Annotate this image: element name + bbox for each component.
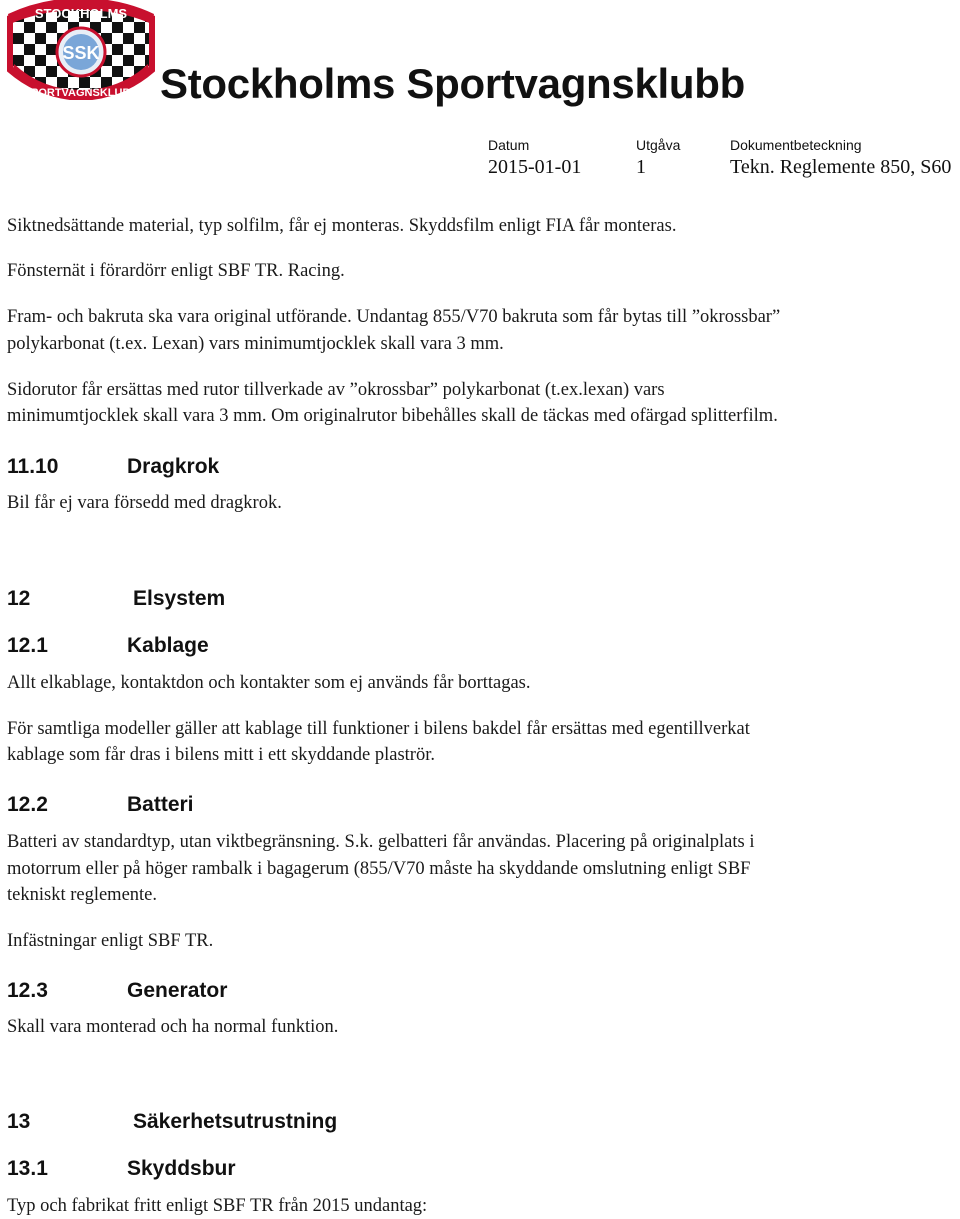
- utgava-label: Utgåva: [636, 137, 681, 153]
- logo-monogram: SSK: [62, 43, 100, 63]
- section-number: 12: [7, 587, 31, 610]
- paragraph-sidorutor-line2: minimumtjocklek skall vara 3 mm. Om originalrutor bibehålles skall de täckas med ofärgad splitterfilm.: [7, 406, 778, 426]
- section-number: 12.3: [7, 979, 48, 1002]
- datum-label: Datum: [488, 137, 530, 153]
- paragraph-elkablage: Allt elkablage, kontaktdon och kontakter som ej används får borttagas.: [7, 673, 531, 693]
- document-title: Stockholms Sportvagnsklubb: [160, 60, 745, 107]
- datum-value: 2015-01-01: [488, 156, 582, 178]
- section-title: Säkerhetsutrustning: [133, 1110, 338, 1133]
- club-logo-icon: [2, 0, 160, 100]
- section-number: 13: [7, 1110, 31, 1133]
- section-title: Batteri: [127, 793, 194, 816]
- section-title: Dragkrok: [127, 455, 220, 478]
- paragraph-fonsternat: Fönsternät i förardörr enligt SBF TR. Racing.: [7, 261, 345, 281]
- paragraph-batteri-line3: tekniskt reglemente.: [7, 885, 158, 905]
- section-number: 12.2: [7, 793, 48, 816]
- paragraph-batteri-line1: Batteri av standardtyp, utan viktbegränsning. S.k. gelbatteri får användas. Placering på originalplats i: [7, 832, 755, 852]
- section-heading-13: [7, 1110, 337, 1134]
- logo-bottom-text: SPORTVAGNSKLUBB: [23, 87, 139, 99]
- section-heading-12-1: [7, 634, 209, 658]
- section-heading-12: [7, 587, 225, 611]
- paragraph-kablage-line1: För samtliga modeller gäller att kablage till funktioner i bilens bakdel får ersättas med egentillverkat: [7, 719, 750, 739]
- section-number: 11.10: [7, 455, 59, 478]
- section-title: Elsystem: [133, 587, 226, 610]
- dokumentbeteckning-value: Tekn. Reglemente 850, S60: [730, 156, 952, 178]
- paragraph-sidorutor-line1: Sidorutor får ersättas med rutor tillverkade av ”okrossbar” polykarbonat (t.ex.lexan) vars: [7, 380, 665, 400]
- section-heading-11-10: [7, 455, 219, 479]
- paragraph-kablage-line2: kablage som får dras i bilens mitt i ett skyddande plaströr.: [7, 745, 435, 765]
- paragraph-fram-bakruta-line1: Fram- och bakruta ska vara original utförande. Undantag 855/V70 bakruta som får bytas till ”okrossbar”: [7, 307, 781, 327]
- section-title: Kablage: [127, 634, 209, 657]
- paragraph-dragkrok: Bil får ej vara försedd med dragkrok.: [7, 493, 282, 513]
- section-number: 13.1: [7, 1157, 48, 1180]
- section-title: Skyddsbur: [127, 1157, 236, 1180]
- section-title: Generator: [127, 979, 228, 1002]
- utgava-value: 1: [636, 156, 646, 178]
- section-heading-13-1: [7, 1157, 236, 1181]
- paragraph-solfilm: Siktnedsättande material, typ solfilm, får ej monteras. Skyddsfilm enligt FIA får monteras.: [7, 216, 677, 236]
- paragraph-batteri-line2: motorrum eller på höger rambalk i bagagerum (855/V70 måste ha skyddande omslutning enligt SBF: [7, 859, 751, 879]
- section-heading-12-2: [7, 793, 194, 817]
- paragraph-infastningar: Infästningar enligt SBF TR.: [7, 931, 214, 951]
- paragraph-skyddsbur: Typ och fabrikat fritt enligt SBF TR från 2015 undantag:: [7, 1196, 428, 1216]
- paragraph-generator: Skall vara monterad och ha normal funktion.: [7, 1017, 339, 1037]
- paragraph-fram-bakruta-line2: polykarbonat (t.ex. Lexan) vars minimumtjocklek skall vara 3 mm.: [7, 334, 504, 354]
- section-number: 12.1: [7, 634, 48, 657]
- dokumentbeteckning-label: Dokumentbeteckning: [730, 137, 862, 153]
- section-heading-12-3: [7, 979, 227, 1003]
- logo-top-text: STOCKHOLMS: [34, 6, 128, 21]
